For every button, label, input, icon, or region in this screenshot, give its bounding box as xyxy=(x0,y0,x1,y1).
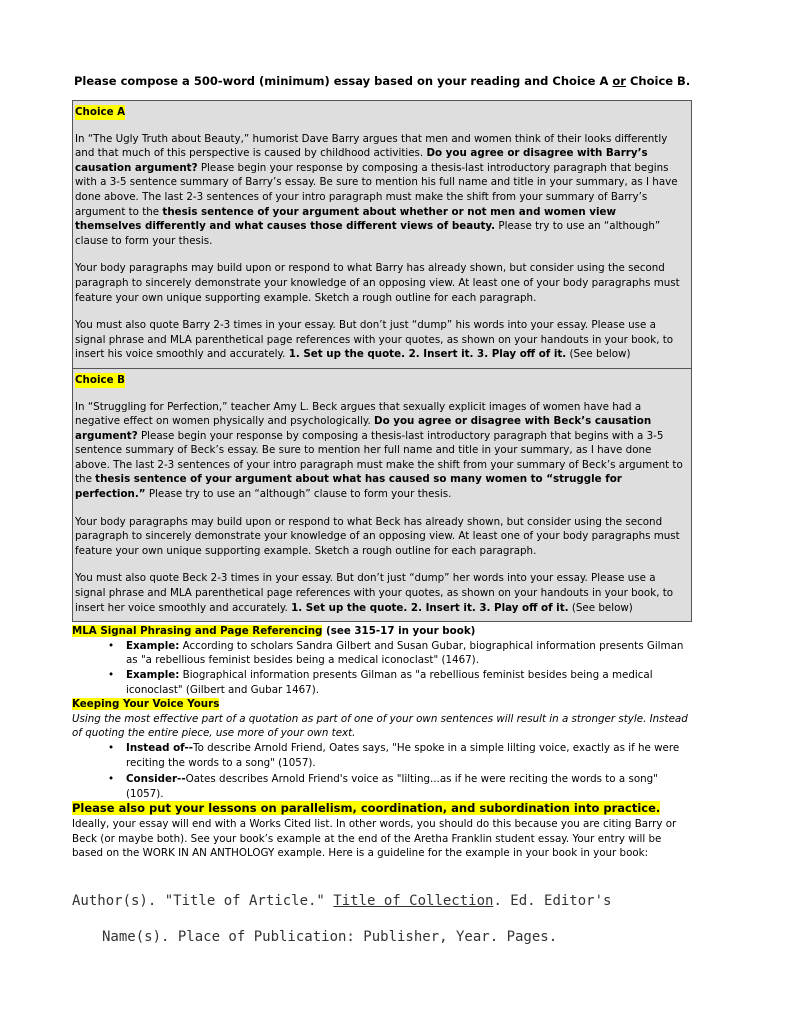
voice-example-2: • Consider--Oates describes Arnold Friend's voice as "lilting...as if he were reciting the words to a song" (1057). xyxy=(108,773,658,800)
choice-a-box xyxy=(72,100,692,369)
assignment-heading: Please compose a 500-word (minimum) essay based on your reading and Choice A or Choice B. xyxy=(74,74,691,88)
works-cited-instructions: Ideally, your essay will end with a Works Cited list. In other words, you should do this because you are citing Barry or Beck (or maybe both). See your book’s example at the end of the Aretha Franklin student essay. Your entry will be based on the WORK IN AN ANTHOLOGY example. Here is a guideline for the example in your book in your book: xyxy=(72,817,677,860)
choice-a-title: Choice A xyxy=(75,106,126,118)
voice-intro: Using the most effective part of a quotation as part of one of your own sentences will result in a stronger style. Instead of quoting the entire piece, use more of your own text. xyxy=(72,712,688,740)
voice-examples xyxy=(72,741,692,801)
choice-b-paragraph-2: Your body paragraphs may build upon or respond to what Beck has already shown, but consider using the second paragraph to sincerely demonstrate your knowledge of an opposing view. At least one of your body paragraphs must feature your own unique supporting example. Sketch a rough outline for each paragraph. xyxy=(75,515,680,557)
citation-template xyxy=(72,883,692,955)
mla-section xyxy=(72,624,692,861)
document xyxy=(72,74,692,955)
choice-a-paragraph-2: Your body paragraphs may build upon or respond to what Barry has already shown, but consider using the second paragraph to sincerely demonstrate your knowledge of an opposing view. At least one of your body paragraphs must feature your own unique supporting example. Sketch a rough outline for each paragraph. xyxy=(75,262,680,304)
choice-a-paragraph-1: In “The Ugly Truth about Beauty,” humorist Dave Barry argues that men and women think of their looks differently and that much of this perspective is caused by childhood activities. Do you agree or disagree with Barry’s causation argument? Please begin your response by composing a thesis-last introductory paragraph that begins with a 3-5 sentence summary of Barry’s essay. Be sure to mention his full name and title in your summary, as I have done above. The last 2-3 sentences of your intro paragraph must make the shift from your summary of Barry’s argument to the thesis sentence of your argument about whether or not men and women view themselves differently and what causes those different views of beauty. Please try to use an “although” clause to form your thesis. xyxy=(75,132,678,247)
choice-b-paragraph-3: You must also quote Beck 2-3 times in your essay. But don’t just “dump” her words into your essay. Please use a signal phrase and MLA parenthetical page references with your quotes, as shown on your handouts in your book, to insert her voice smoothly and accurately. 1. Set up the quote. 2. Insert it. 3. Play off of it. (See below) xyxy=(75,572,674,614)
citation-line-1: Author(s). "Title of Article." Title of Collection. Ed. Editor's xyxy=(72,892,612,909)
mla-example-1: • Example: According to scholars Sandra Gilbert and Susan Gubar, biographical information presents Gilman as "a rebellious feminist besides being a medical iconoclast" (1467). xyxy=(108,639,684,667)
mla-heading: MLA Signal Phrasing and Page Referencing (see 315-17 in your book) xyxy=(72,625,476,638)
parallelism-note: Please also put your lessons on parallelism, coordination, and subordination into practice. xyxy=(72,801,661,816)
choice-b-title: Choice B xyxy=(75,373,126,386)
mla-example-2: • Example: Biographical information presents Gilman as "a rebellious feminist besides being a medical iconoclast" (Gilbert and Gubar 1467). xyxy=(108,669,653,696)
mla-examples xyxy=(72,639,692,697)
voice-example-1: • Instead of--To describe Arnold Friend, Oates says, "He spoke in a simple lilting voice, exactly as if he were reciting the words to a song" (1057). xyxy=(108,741,680,769)
bullet-icon: • xyxy=(108,773,115,786)
bullet-icon: • xyxy=(108,639,115,652)
choice-b-paragraph-1: In “Struggling for Perfection,” teacher Amy L. Beck argues that sexually explicit images of women have had a negative effect on women physically and psychologically. Do you agree or disagree with Beck’s causation argument? Please begin your response by composing a thesis-last introductory paragraph that begins with a 3-5 sentence summary of Beck’s essay. Be sure to mention her full name and title in your summary, as I have done above. The last 2-3 sentences of your intro paragraph must make the shift from your summary of Beck’s argument to the thesis sentence of your argument about what has caused so many women to “struggle for perfection.” Please try to use an “although” clause to form your thesis. xyxy=(75,400,683,501)
choice-a-paragraph-3: You must also quote Barry 2-3 times in your essay. But don’t just “dump” his words into your essay. Please use a signal phrase and MLA parenthetical page references with your quotes, as shown on your handouts in your book, to insert his voice smoothly and accurately. 1. Set up the quote. 2. Insert it. 3. Play off of it. (See below) xyxy=(75,319,674,361)
voice-heading: Keeping Your Voice Yours xyxy=(72,698,220,711)
citation-line-2: Name(s). Place of Publication: Publisher, Year. Pages. xyxy=(102,928,558,945)
bullet-icon: • xyxy=(108,669,115,681)
bullet-icon: • xyxy=(108,741,115,754)
choice-b-box xyxy=(72,369,692,622)
